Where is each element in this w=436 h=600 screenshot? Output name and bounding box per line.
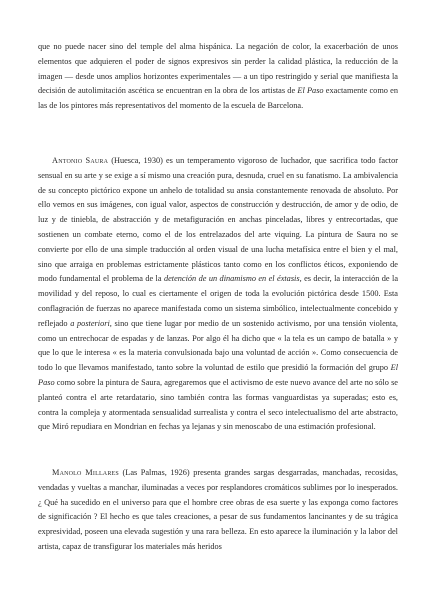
text-run: sino que tiene lugar por medio de un sostenido activismo, por una tensión violenta, como un entrechocar de espadas y de lanzas. Por algo él ha dicho que « la tela es un campo de batalla » y que lo que le interesa « es la materia convulsionada bajo una voluntad de acción ». Como consecuencia de todo lo que llevamos manifestado, tanto sobre la voluntad de estilo que presidió la formación del grupo (38, 318, 398, 373)
artist-name: Antonio Saura (52, 156, 109, 165)
text-run: (Las Palmas, 1926) presenta grandes sargas desgarradas, manchadas, recosidas, vendadas y vueltas a manchar, iluminadas a veces por resplandores cromáticos sublimes por lo inesperados. ¿ Qué ha sucedido en el universo para que el hombre cree obras de esa suerte y las exponga como factores de significación ? El hecho es que tales creaciones, a pesar de sus fundamentos lancinantes y de su trágica expresividad, poseen una elevada sugestión y una rara belleza. En esto aparece la iluminación y la labor del artista, capaz de transfigurar los materiales más heridos (38, 468, 398, 551)
paragraph-intro (38, 40, 398, 114)
italic-text: El Paso (297, 86, 324, 96)
paragraph-antonio-saura (38, 154, 398, 435)
italic-text: detención de un dinamismo en el éxtasis, (163, 274, 302, 284)
artist-name: Manolo Millares (52, 468, 119, 477)
italic-text: a posteriori, (70, 318, 112, 328)
paragraph-manolo-millares (38, 466, 398, 555)
italic-text: El Paso (38, 363, 398, 387)
text-run: que no puede nacer sino del temple del alma hispánica. La negación de color, la exacerbación de unos elementos que adquieren el poder de signos expresivos sin perder la calidad plástica, la reducción de la imagen — desde unos amplios horizontes experimentales — a un tipo restringido y serial que manifiesta la decisión de autolimitación ascética se encuentran en la obra de los artistas de (38, 42, 398, 96)
text-run: como sobre la pintura de Saura, agregaremos que el activismo de este nuevo avance del arte no sólo se planteó contra el arte retardatario, sino también contra las formas vanguardistas ya superadas; esto es, contra la compleja y atormentada sensualidad surrealista y contra el seco intelectualismo del arte abstracto, que Miró repudiara en Mondrian en fechas ya lejanas y sin menoscabo de una estimación profesional. (38, 377, 398, 432)
text-run: es decir, la interacción de la movilidad y del reposo, lo cual es ciertamente el origen de toda la evolución pictórica desde 1500. Esta conflagración de fuerzas no aparece manifestada como un sistema simbólico, intelectualmente concebido y reflejado (38, 274, 399, 328)
text-run: exactamente como en las de los pintores más representativos del momento de la escuela de Barcelona. (38, 86, 398, 111)
text-run: (Huesca, 1930) es un temperamento vigoroso de luchador, que sacrifica todo factor sensual en su arte y se exige a sí mismo una creación pura, desnuda, cruel en su fanatismo. La ambivalencia de su concepto pictórico expone un anhelo de totalidad su ansia constantemente renovada de absoluto. Por ello vemos en sus imágenes, con igual valor, aspectos de construcción y destrucción, de amor y de odio, de luz y de tiniebla, de abstracción y de metafiguración en anchas pinceladas, libres y entrecortadas, que sostienen un combate eterno, como el de los entrelazados del arte viquing. La pintura de Saura no se convierte por ello de una simple traducción al orden visual de una lucha metafísica entre el bien y el mal, sino que arraiga en problemas estrictamente plásticos tanto como en los conflictos éticos, exponiendo de modo fundamental el problema de la (38, 156, 398, 284)
